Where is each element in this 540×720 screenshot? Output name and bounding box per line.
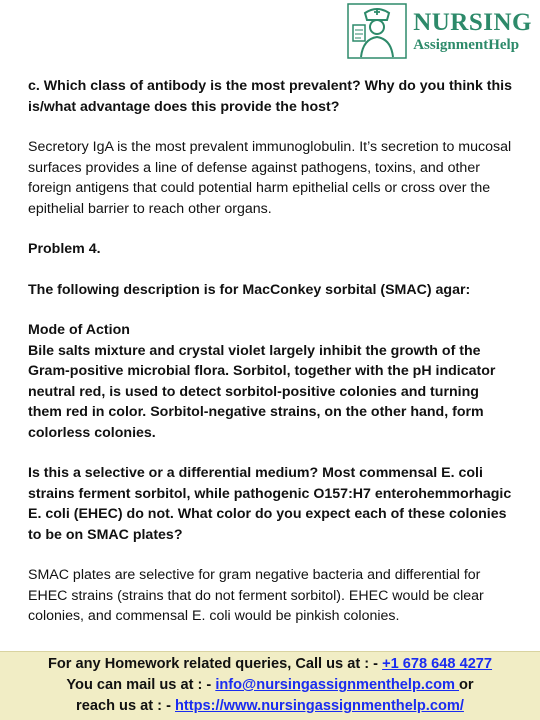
footer-reach-text: reach us at : - [76, 698, 175, 714]
answer-medium-type: SMAC plates are selective for gram negative bacteria and differential for EHEC strains (strains that do not ferment sorbitol). EHEC would be clear colonies, and commensal E. coli would be pinkish colonies. [28, 567, 484, 624]
medium-intro: The following description is for MacConkey sorbital (SMAC) agar: [28, 281, 471, 298]
website-link[interactable]: https://www.nursingassignmenthelp.com/ [175, 698, 464, 714]
footer-line-phone [0, 654, 540, 675]
brand-logo [347, 2, 532, 60]
mode-of-action-text: Bile salts mixture and crystal violet largely inhibit the growth of the Gram-positive microbial flora. Sorbitol, together with the pH indicator neutral red, is used to detect sorbitol-positive colonies and turning them red in color. Sorbitol-negative strains, on the other hand, form colorless colonies. [28, 342, 496, 441]
footer-call-text: For any Homework related queries, Call us at : - [47, 656, 383, 672]
document-body [28, 76, 516, 647]
question-medium-type: Is this a selective or a differential medium? Most commensal E. coli strains ferment sorbitol, while pathogenic O157:H7 enterohemmorhagic E. coli (EHEC) do not. What color do you expect each of these colonies to be on SMAC plates? [28, 465, 512, 543]
logo-subtitle: AssignmentHelp [413, 36, 520, 53]
answer-c: Secretory IgA is the most prevalent immunoglobulin. It’s secretion to mucosal surfaces provides a line of defense against pathogens, toxins, and other foreign antigens that could potential harm epithelial cells or cross over the epithelial barrier to reach other organs. [28, 139, 512, 217]
nurse-logo-icon [347, 3, 407, 59]
footer-or-text: or [459, 677, 474, 693]
phone-link[interactable]: +1 678 648 4277 [382, 656, 493, 672]
footer-mail-text: You can mail us at : - [66, 677, 216, 693]
mode-of-action-heading: Mode of Action [28, 322, 130, 338]
email-link[interactable]: info@nursingassignmenthelp.com [215, 677, 460, 693]
problem-heading: Problem 4. [28, 241, 101, 257]
logo-title: NURSING [413, 8, 532, 36]
footer-line-email [0, 675, 540, 696]
question-c: c. Which class of antibody is the most prevalent? Why do you think this is/what advantage does this provide the host? [28, 78, 513, 115]
footer-line-website [0, 696, 540, 717]
contact-footer [0, 651, 540, 720]
